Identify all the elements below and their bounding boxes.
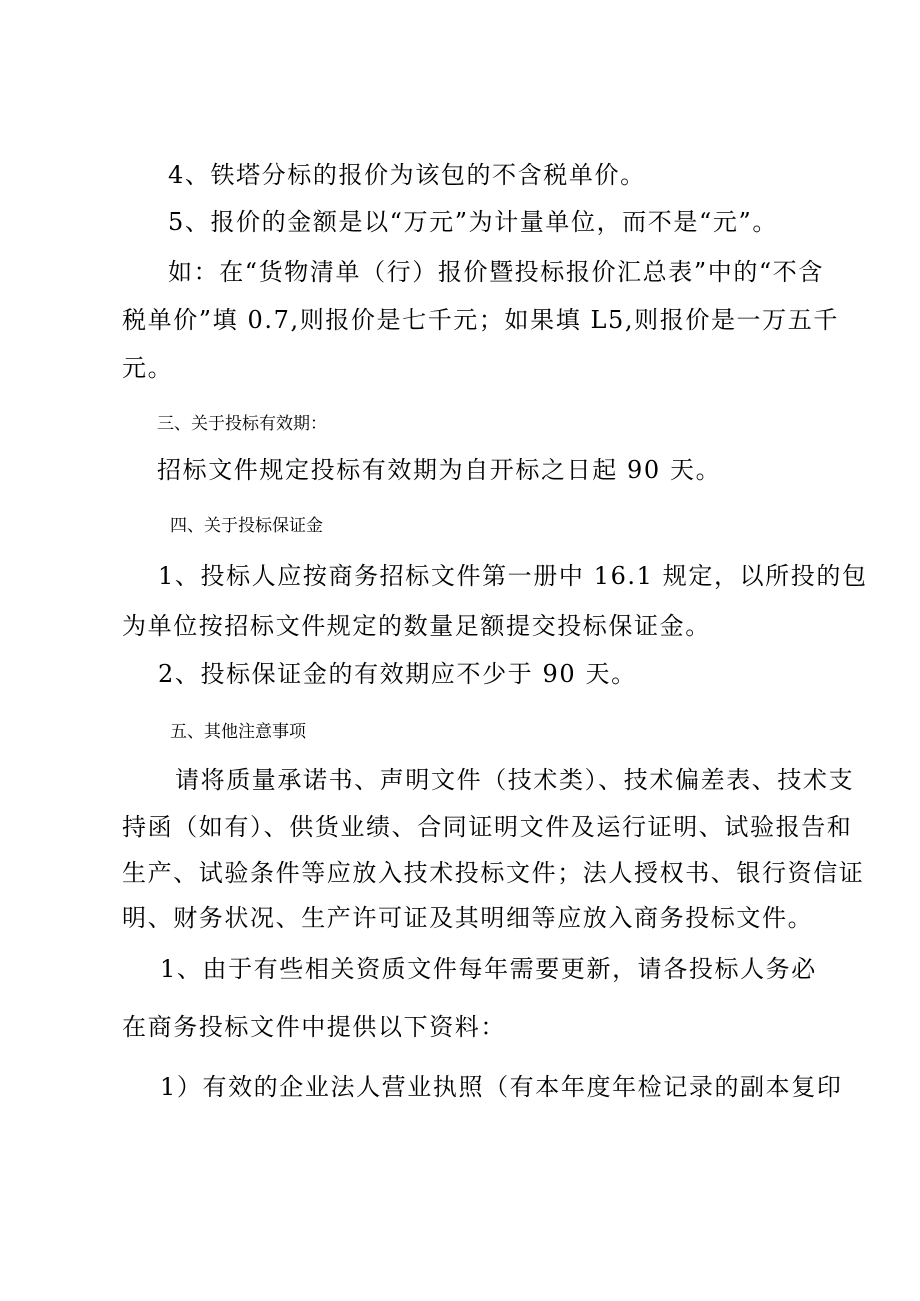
- section-5-sub-1-line-1: 1）有效的企业法人营业执照（有本年度年检记录的副本复印: [160, 1073, 843, 1101]
- section-5-para-line-4: 明、财务状况、生产许可证及其明细等应放入商务投标文件。: [122, 904, 814, 932]
- section-5-item-1-line-1: 1、由于有些相关资质文件每年需要更新，请各投标人务必: [160, 955, 817, 983]
- section-5-para-line-1: 请将质量承诺书、声明文件（技术类）、技术偏差表、技术支: [175, 766, 855, 794]
- section-5-item-1-line-2: 在商务投标文件中提供以下资料：: [122, 1013, 506, 1041]
- price-example-line-2: 税单价”填 0.7,则报价是七千元；如果填 L5,则报价是一万五千: [122, 306, 839, 334]
- section-4-item-2: 2、投标保证金的有效期应不少于 90 天。: [158, 660, 637, 688]
- price-item-5: 5、报价的金额是以“万元”为计量单位，而不是“元”。: [168, 208, 778, 236]
- price-item-4: 4、铁塔分标的报价为该包的不含税单价。: [168, 161, 646, 189]
- section-4-item-1-line-1: 1、投标人应按商务招标文件第一册中 16.1 规定，以所投的包: [158, 562, 868, 590]
- price-example-line-1: 如：在“货物清单（行）报价暨投标报价汇总表”中的“不含: [168, 258, 825, 286]
- price-example-line-3: 元。: [122, 354, 174, 382]
- section-3-text: 招标文件规定投标有效期为自开标之日起 90 天。: [157, 456, 722, 484]
- section-4-heading: 四、关于投标保证金: [170, 516, 323, 536]
- section-5-para-line-3: 生产、试验条件等应放入技术投标文件；法人授权书、银行资信证: [122, 859, 865, 887]
- section-5-heading: 五、其他注意事项: [170, 722, 306, 742]
- section-3-heading: 三、关于投标有效期：: [157, 414, 327, 434]
- section-4-item-1-line-2: 为单位按招标文件规定的数量足额提交投标保证金。: [122, 612, 711, 640]
- section-5-para-line-2: 持函（如有）、供货业绩、合同证明文件及运行证明、试验报告和: [122, 813, 853, 841]
